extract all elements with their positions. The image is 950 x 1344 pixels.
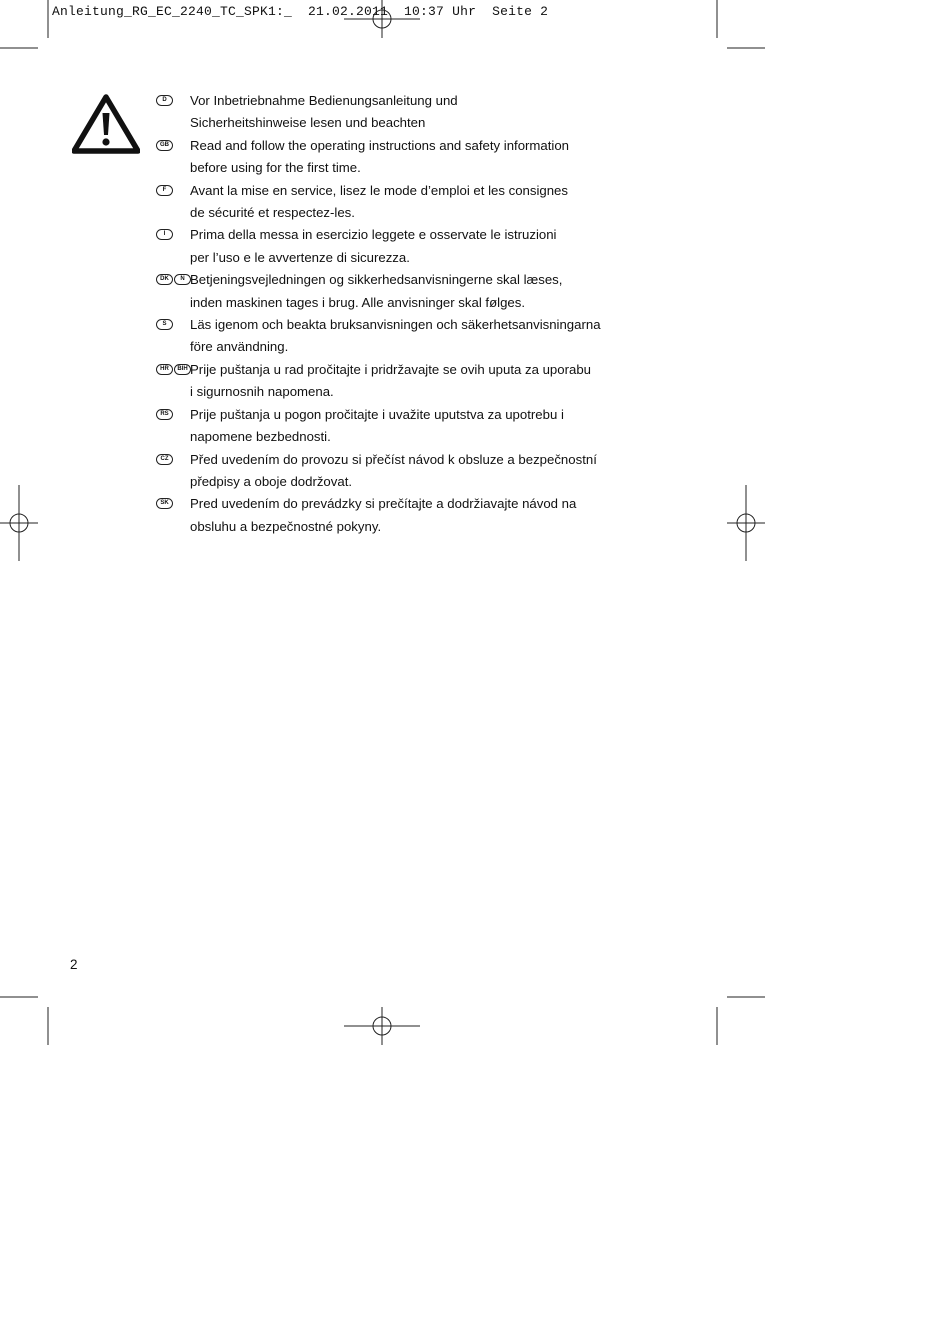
instruction-line: předpisy a oboje dodržovat. <box>190 473 353 489</box>
country-code-badges <box>156 364 191 375</box>
language-entry <box>156 135 616 180</box>
country-code-badge: SK <box>156 498 173 509</box>
instruction-line: obsluhu a bezpečnostné pokyny. <box>190 518 382 534</box>
instruction-line: de sécurité et respectez-les. <box>190 205 355 221</box>
country-code-badges <box>156 229 173 240</box>
country-code-badge: RS <box>156 409 173 420</box>
country-code-badge: D <box>156 95 173 106</box>
country-code-badges <box>156 185 173 196</box>
language-entry <box>156 404 616 449</box>
instruction-line: före användning. <box>190 339 289 355</box>
instruction-line: Vor Inbetriebnahme Bedienungsanleitung und <box>190 93 458 108</box>
instruction-line: Avant la mise en service, lisez le mode d’emploi et les consignes <box>190 182 568 198</box>
country-code-badges <box>156 319 173 330</box>
country-code-badge: CZ <box>156 454 173 465</box>
country-code-badges <box>156 95 173 106</box>
country-code-badge: HR <box>156 364 173 375</box>
instruction-line: Betjeningsvejledningen og sikkerhedsanvisningerne skal læses, <box>190 272 563 288</box>
instruction-line: Läs igenom och beakta bruksanvisningen och säkerhetsanvisningarna <box>190 317 601 333</box>
instruction-line: before using for the first time. <box>190 160 361 176</box>
language-entry <box>156 314 616 359</box>
warning-triangle-icon <box>72 94 140 154</box>
instruction-line: per l’uso e le avvertenze di sicurezza. <box>190 249 410 265</box>
instruction-line: i sigurnosnih napomena. <box>190 384 334 400</box>
country-code-badge: S <box>156 319 173 330</box>
instruction-line: inden maskinen tages i brug. Alle anvisninger skal følges. <box>190 294 525 310</box>
page-number: 2 <box>70 957 78 972</box>
language-entry <box>156 180 616 225</box>
safety-notice-list <box>156 90 616 538</box>
country-code-badge: I <box>156 229 173 240</box>
country-code-badges <box>156 498 173 509</box>
instruction-line: Sicherheitshinweise lesen und beachten <box>190 115 426 131</box>
country-code-badge: N <box>174 274 191 285</box>
language-entry <box>156 359 616 404</box>
country-code-badges <box>156 409 173 420</box>
language-entry <box>156 224 616 269</box>
instruction-line: Prima della messa in esercizio leggete e osservate le istruzioni <box>190 227 557 243</box>
language-entry <box>156 90 616 135</box>
instruction-line: Pred uvedením do prevádzky si prečítajte a dodržiavajte návod na <box>190 496 577 512</box>
country-code-badges <box>156 274 191 285</box>
language-entry <box>156 493 616 538</box>
instruction-line: Prije puštanja u pogon pročitajte i uvažite uputstva za upotrebu i <box>190 406 564 422</box>
language-entry <box>156 269 616 314</box>
instruction-line: Před uvedením do provozu si přečíst návod k obsluze a bezpečnostní <box>190 451 597 467</box>
instruction-line: Read and follow the operating instructions and safety information <box>190 137 569 153</box>
country-code-badge: DK <box>156 274 173 285</box>
instruction-line: napomene bezbednosti. <box>190 429 331 445</box>
country-code-badges <box>156 140 173 151</box>
print-slug: Anleitung_RG_EC_2240_TC_SPK1:_ 21.02.2011 10:37 Uhr Seite 2 <box>52 4 549 19</box>
language-entry <box>156 449 616 494</box>
country-code-badge: F <box>156 185 173 196</box>
country-code-badge: GB <box>156 140 173 151</box>
country-code-badge: BIH <box>174 364 191 375</box>
country-code-badges <box>156 454 173 465</box>
instruction-line: Prije puštanja u rad pročitajte i pridržavajte se ovih uputa za uporabu <box>190 361 591 377</box>
